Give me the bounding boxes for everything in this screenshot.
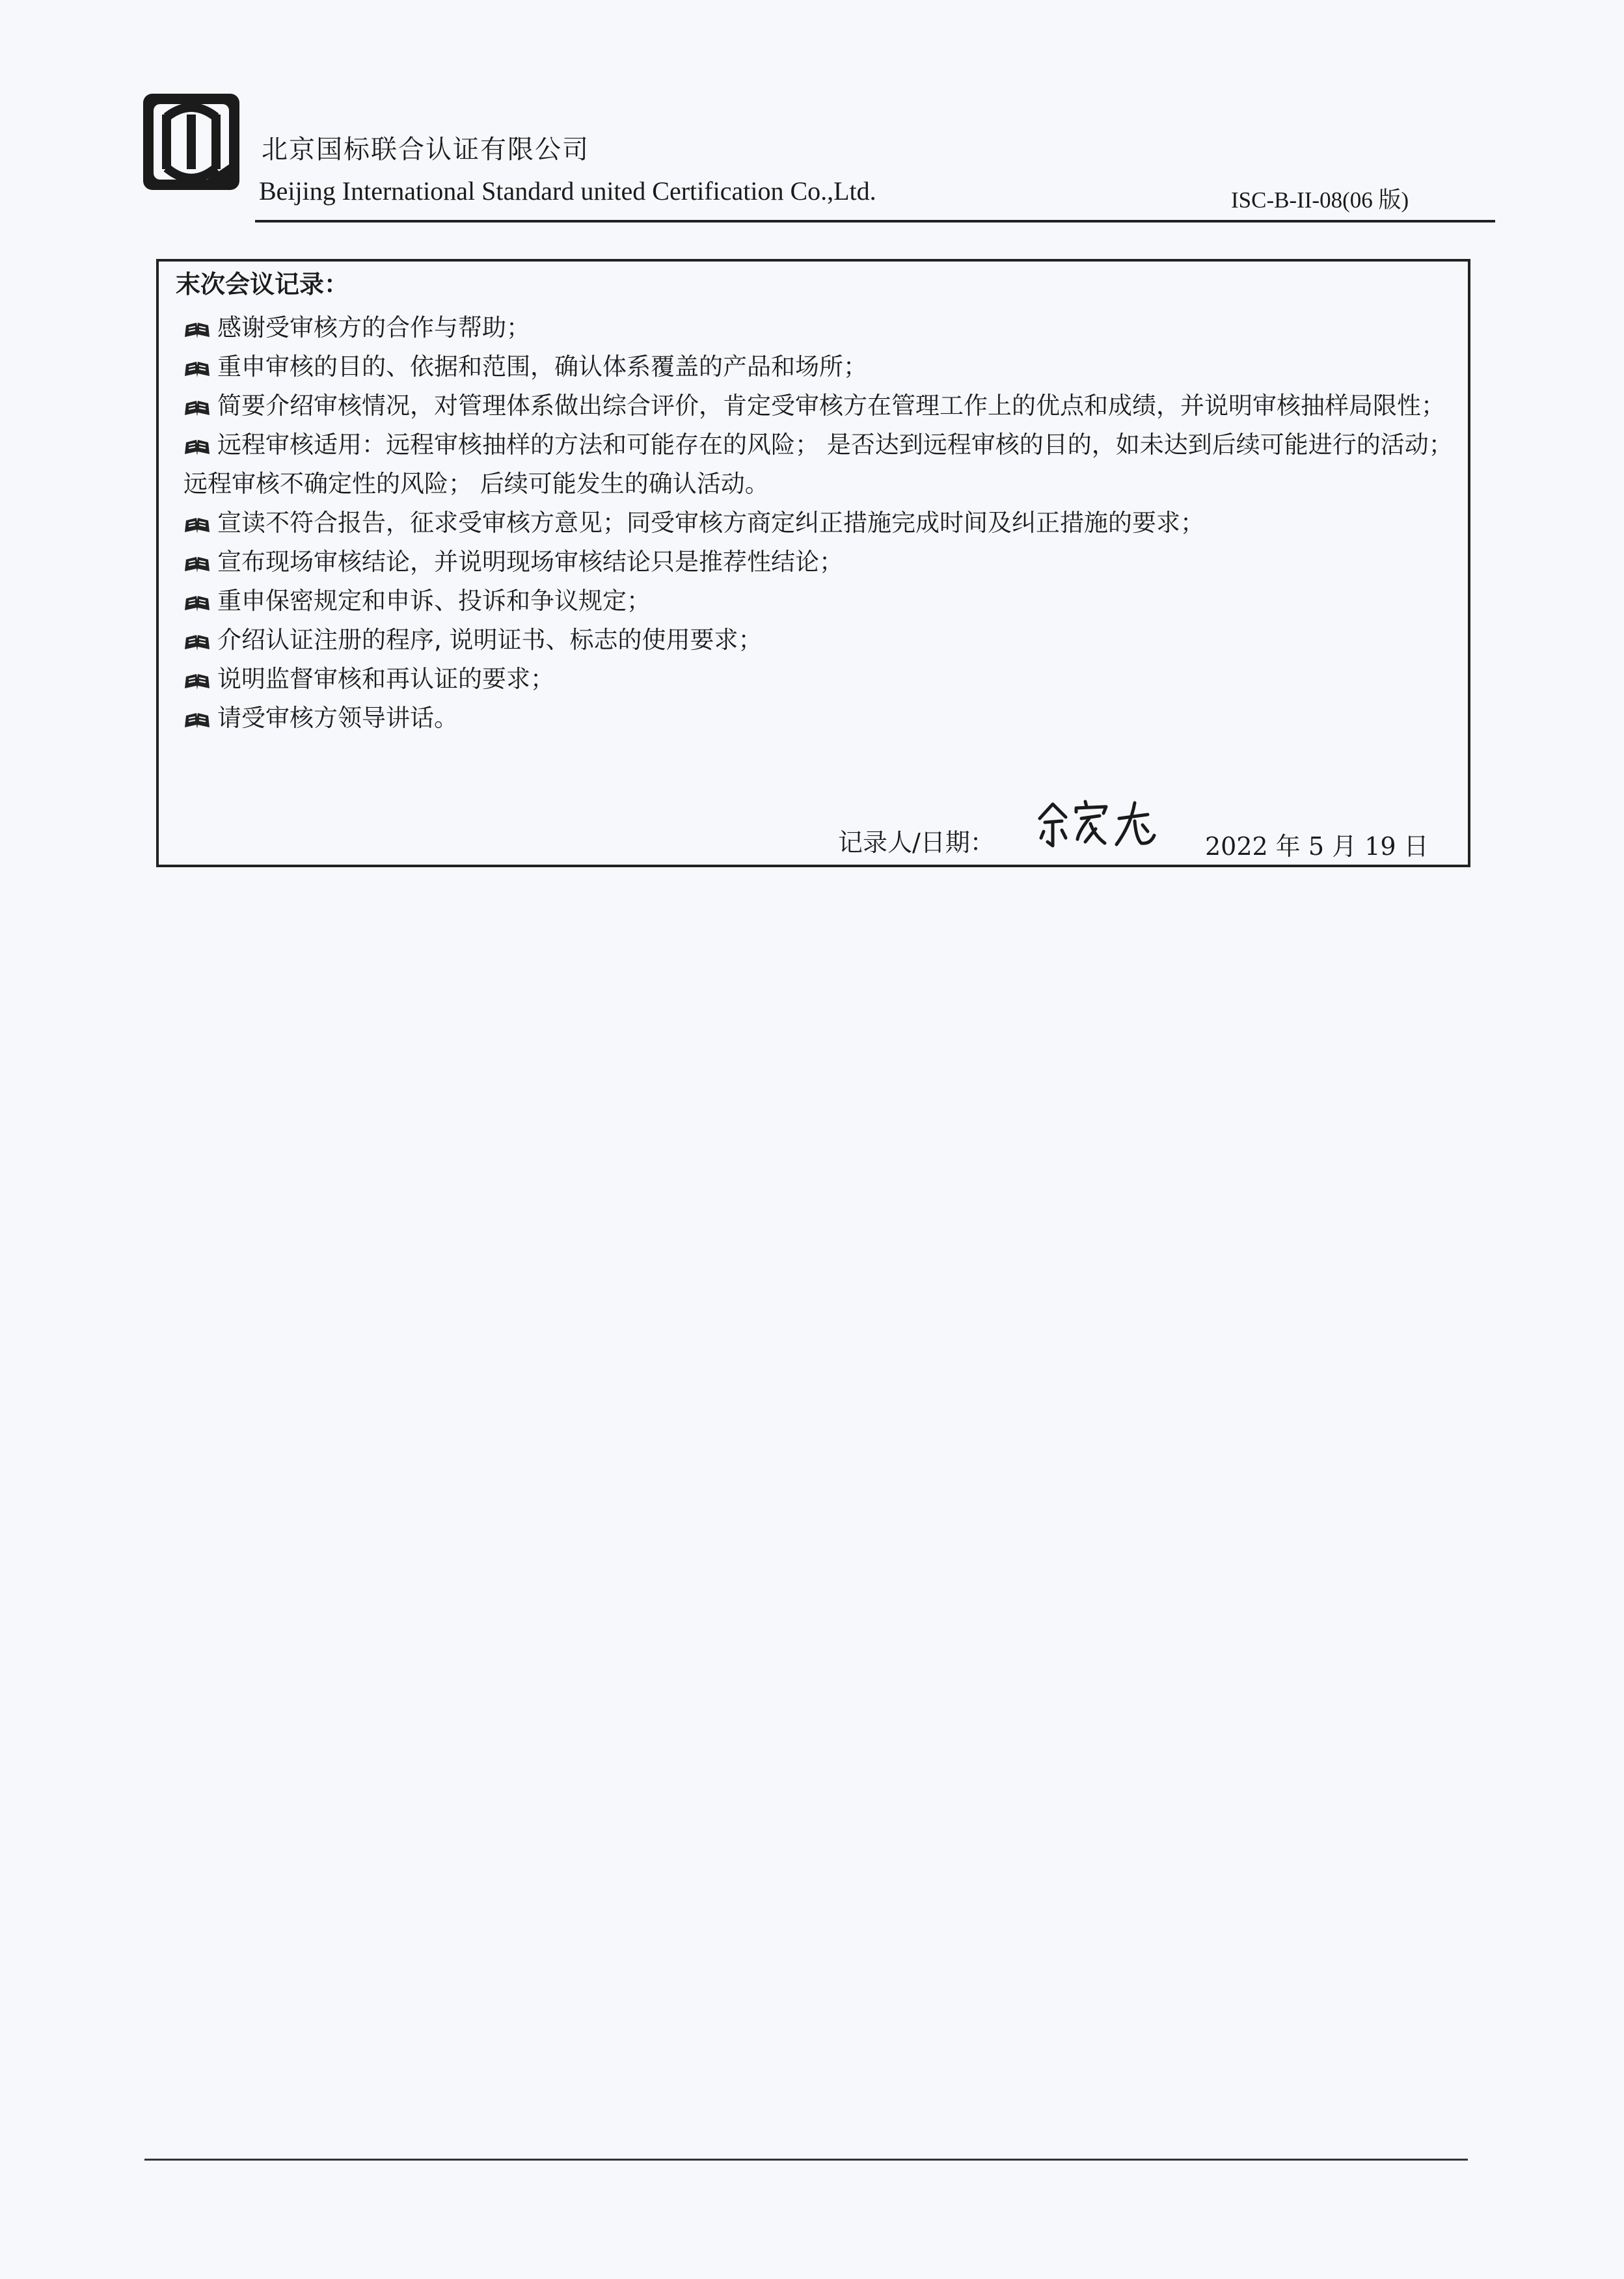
book-bullet-icon bbox=[183, 438, 211, 457]
book-bullet-icon bbox=[183, 673, 211, 691]
book-bullet-icon bbox=[183, 595, 211, 613]
list-item-text: 感谢受审核方的合作与帮助； bbox=[217, 314, 530, 342]
list-item bbox=[183, 425, 1460, 504]
agenda-list bbox=[183, 308, 1460, 738]
list-item-text: 介绍认证注册的程序, 说明证书、标志的使用要求； bbox=[217, 626, 763, 654]
list-item bbox=[183, 386, 1460, 425]
book-bullet-icon bbox=[183, 556, 211, 574]
list-item-text: 简要介绍审核情况，对管理体系做出综合评价，肯定受审核方在管理工作上的优点和成绩，并说明审核抽样局限性； bbox=[217, 392, 1445, 420]
list-item bbox=[183, 582, 1460, 621]
company-name-en: Beijing International Standard united Certification Co.,Ltd. bbox=[259, 176, 876, 206]
recorder-date-label: 记录人/日期： bbox=[838, 828, 995, 857]
company-name-cn: 北京国标联合认证有限公司 bbox=[262, 135, 589, 165]
list-item-text: 重申保密规定和申诉、投诉和争议规定； bbox=[217, 587, 651, 615]
list-item bbox=[183, 621, 1460, 660]
book-bullet-icon bbox=[183, 712, 211, 730]
book-bullet-icon bbox=[183, 360, 211, 379]
list-item-text: 宣读不符合报告，征求受审核方意见；同受审核方商定纠正措施完成时间及纠正措施的要求； bbox=[217, 509, 1204, 537]
list-item bbox=[183, 543, 1460, 582]
handwritten-signature bbox=[1033, 792, 1163, 855]
footer-divider bbox=[144, 2159, 1468, 2161]
book-bullet-icon bbox=[183, 399, 211, 418]
book-bullet-icon bbox=[183, 517, 211, 535]
list-item bbox=[183, 504, 1460, 543]
header-divider bbox=[255, 220, 1495, 223]
book-bullet-icon bbox=[183, 634, 211, 652]
company-logo bbox=[141, 91, 242, 195]
book-bullet-icon bbox=[183, 321, 211, 340]
list-item bbox=[183, 660, 1460, 699]
list-item bbox=[183, 308, 1460, 347]
list-item-text: 远程审核适用：远程审核抽样的方法和可能存在的风险； 是否达到远程审核的目的，如未达到后续可能进行的活动； 远程审核不确定性的风险； 后续可能发生的确认活动。 bbox=[183, 431, 1453, 498]
document-code: ISC-B-II-08(06 版) bbox=[1231, 187, 1409, 213]
list-item-text: 说明监督审核和再认证的要求； bbox=[217, 665, 554, 693]
list-item-text: 请受审核方领导讲话。 bbox=[217, 704, 458, 732]
list-item bbox=[183, 347, 1460, 386]
list-item-text: 重申审核的目的、依据和范围，确认体系覆盖的产品和场所； bbox=[217, 353, 867, 381]
list-item bbox=[183, 699, 1460, 738]
record-date: 2022 年 5 月 19 日 bbox=[1205, 832, 1429, 861]
record-title: 末次会议记录： bbox=[176, 270, 349, 299]
list-item-text: 宣布现场审核结论，并说明现场审核结论只是推荐性结论； bbox=[217, 548, 843, 576]
